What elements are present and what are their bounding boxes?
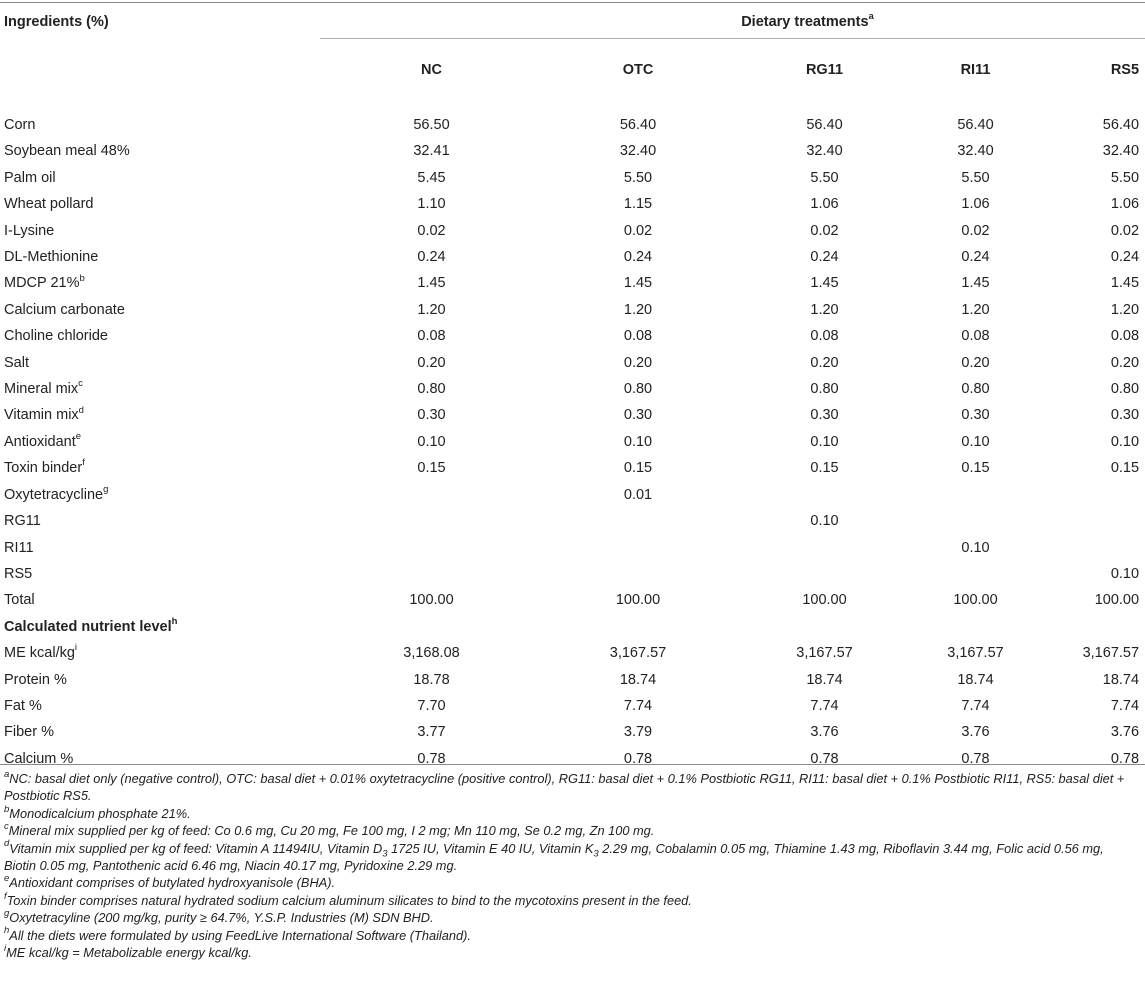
table-cell: 5.45 (417, 169, 446, 186)
table-cell: 0.24 (1110, 249, 1140, 266)
row-label: Calculated nutrient level$^h$ (4, 615, 178, 635)
table-row (0, 165, 1145, 191)
table-row (0, 693, 1145, 719)
row-label: Wheat pollard (4, 196, 94, 213)
row-label: ME kcal/$kg^i$ (4, 642, 78, 662)
row-label: Total (4, 592, 35, 609)
table-cell (733, 482, 916, 508)
table-row (0, 350, 1145, 376)
table-cell: 1.20 (623, 301, 653, 318)
table-cell: 1.45 (810, 275, 839, 292)
table-cell: 1.45 (623, 275, 653, 292)
table-cell: 0.20 (961, 354, 990, 371)
table-row (0, 561, 1145, 587)
table-cell: 0.15 (417, 460, 446, 477)
table-cell: 0.30 (417, 407, 446, 424)
table-top-rule (0, 2, 1145, 3)
table-cell: 0.80 (961, 381, 990, 398)
row-label: Soybean meal 48% (4, 143, 130, 160)
table-cell: 0.30 (623, 407, 653, 424)
footnotes (4, 770, 1139, 961)
table-cell: 3.76 (1110, 724, 1140, 741)
table-row (0, 508, 1145, 534)
table-row (0, 323, 1145, 349)
table-bottom-rule (0, 764, 1145, 765)
table-row (0, 376, 1145, 402)
table-cell: 0.24 (417, 249, 446, 266)
table-row (0, 297, 1145, 323)
table-cell: 5.50 (623, 169, 653, 186)
table-row (0, 482, 1145, 508)
dietary-treatments-header: Dietary treatments$^a$ (741, 11, 874, 30)
table-cell: 1.15 (623, 196, 653, 213)
footnote-g: $^g$Oxytetracyline (200 mg/kg, purity ≥ 64.7%, Y.S.P. Industries (M) SDN BHD. (4, 907, 434, 926)
table-cell: 0.02 (961, 222, 990, 239)
table-cell: 3.76 (961, 724, 990, 741)
row-label: Corn (4, 117, 36, 133)
table-cell: 0.78 (810, 750, 839, 767)
table-cell: 0.08 (417, 328, 446, 345)
table-row (0, 746, 1145, 772)
table-cell: 18.74 (957, 671, 994, 688)
table-row (0, 614, 1145, 640)
table-cell: 5.50 (961, 169, 990, 186)
footnote-c: $^c$Mineral mix supplied per kg of feed: Co 0.6 mg, Cu 20 mg, Fe 100 mg, I 2 mg; Mn 110 mg, Se 0.2 mg, Zn 100 mg. (4, 820, 655, 839)
row-label: I-Lysine (4, 222, 55, 239)
table-cell: 1.10 (417, 196, 446, 213)
table-cell: 7.74 (1110, 697, 1140, 714)
table-cell: 32.40 (806, 143, 843, 160)
table-cell: 100.00 (409, 592, 454, 609)
table-cell: 0.80 (1110, 381, 1140, 398)
table-cell: 0.20 (810, 354, 839, 371)
table-cell: 0.80 (623, 381, 653, 398)
row-label: Calcium carbonate (4, 301, 125, 318)
row-label: Mineral mix$^c$ (4, 378, 83, 398)
table-cell: 0.15 (810, 460, 839, 477)
table-cell: 0.10 (810, 513, 839, 530)
table-row (0, 429, 1145, 455)
table-cell: 0.10 (623, 433, 653, 450)
table-cell: 7.74 (961, 697, 990, 714)
row-label: DL-Methionine (4, 249, 99, 266)
table-cell: 1.06 (1110, 196, 1140, 213)
footnote-i: $^i$ME kcal/kg = Metabolizable energy kcal/kg. (4, 942, 252, 961)
column-header: RS5 (1110, 62, 1140, 78)
table-cell: 32.40 (957, 143, 994, 160)
table-cell: 32.41 (413, 143, 450, 160)
table-cell: 100.00 (615, 592, 661, 609)
table-cell: 56.40 (1102, 117, 1140, 133)
table-cell (916, 482, 1035, 508)
row-label: Oxytetracycline$^g$ (4, 483, 109, 503)
table-cell: 1.45 (1110, 275, 1140, 292)
table-cell: 0.20 (417, 354, 446, 371)
table-cell: 3.77 (417, 724, 446, 741)
table-cell: 0.10 (810, 433, 839, 450)
table-cell: 3,168.08 (403, 645, 460, 662)
row-label: Fiber % (4, 724, 54, 741)
ingredients-header: Ingredients (%) (4, 14, 109, 30)
table-cell (543, 508, 733, 534)
table-cell: 18.74 (806, 671, 843, 688)
footnote-d: $^d$Vitamin mix supplied per kg of feed: Vitamin A 11494IU, Vitamin $D_3$ 1725 IU, Vitamin E 40 IU, Vitamin $K_3$ 2.29 mg, Cobalamin 0.05 mg, Thiamine 1.43 mg, Riboflavin 3.44 mg, Folic acid 0.56 mg, Biotin 0.05 mg, Pantothenic acid 6.46 mg, Niacin 40.17 mg, Pyridoxine 2.29 mg. (4, 838, 1104, 874)
column-header: RG11 (805, 62, 844, 78)
table-row (0, 191, 1145, 217)
table-row (0, 244, 1145, 270)
row-label: RG11 (4, 513, 41, 530)
table-cell (733, 535, 916, 561)
table-cell: 0.01 (623, 486, 653, 503)
table-cell: 0.08 (623, 328, 653, 345)
table-cell: 3.79 (623, 724, 653, 741)
table-cell: 100.00 (1094, 592, 1140, 609)
footnote-f: $^f$Toxin binder comprises natural hydrated sodium calcium aluminum silicates to bind to the mycotoxins present in the feed. (4, 890, 692, 908)
row-label: Choline chloride (4, 328, 108, 345)
table-cell: 56.40 (957, 117, 994, 133)
table-cell: 5.50 (1110, 169, 1140, 186)
table-cell (1035, 482, 1145, 508)
table-cell: 0.10 (1110, 565, 1140, 582)
table-cell: 0.24 (623, 249, 653, 266)
table-cell: 32.40 (1102, 143, 1140, 160)
table-cell: 0.10 (1110, 433, 1140, 450)
table-cell: 0.24 (961, 249, 990, 266)
column-header: RI11 (960, 62, 991, 78)
row-label: RI11 (4, 539, 34, 556)
table-cell: 100.00 (953, 592, 998, 609)
table-cell: 1.06 (810, 196, 839, 213)
table-cell: 1.45 (417, 275, 446, 292)
table-cell: 0.10 (961, 539, 990, 556)
row-label: MDCP 21%$^b$ (4, 272, 85, 292)
table-cell: 0.30 (961, 407, 990, 424)
table-row (0, 667, 1145, 693)
table-row (0, 270, 1145, 296)
table-cell: 0.30 (1110, 407, 1140, 424)
table-row (0, 587, 1145, 613)
table-cell: 1.06 (961, 196, 990, 213)
table-cell: 0.02 (810, 222, 839, 239)
table-cell: 0.15 (623, 460, 653, 477)
table-cell (320, 508, 543, 534)
table-cell: 0.80 (810, 381, 839, 398)
table-cell: 0.02 (623, 222, 653, 239)
row-label: Calcium % (4, 750, 74, 767)
table-cell: 3,167.57 (947, 645, 1004, 662)
table-cell: 0.78 (417, 750, 446, 767)
table-cell: 0.08 (810, 328, 839, 345)
table-cell: 0.80 (417, 381, 446, 398)
table-cell: 3,167.57 (796, 645, 853, 662)
column-header: OTC (622, 62, 654, 78)
footnote-e: $^e$Antioxidant comprises of butylated hydroxyanisole (BHA). (4, 873, 336, 891)
table-cell: 18.74 (1102, 671, 1140, 688)
table-cell: 0.02 (417, 222, 446, 239)
table-cell: 0.78 (961, 750, 990, 767)
row-label: Salt (4, 354, 29, 371)
table-cell: 0.30 (810, 407, 839, 424)
table-cell (320, 482, 543, 508)
table-cell: 0.10 (417, 433, 446, 450)
ingredients-table (0, 4, 1145, 772)
table-cell: 0.15 (1110, 460, 1140, 477)
table-cell: 0.15 (961, 460, 990, 477)
table-cell (1035, 508, 1145, 534)
table-cell: 56.40 (619, 117, 657, 133)
footnote-h: $^h$All the diets were formulated by using FeedLive International Software (Thailand). (4, 925, 471, 943)
table-row (0, 218, 1145, 244)
table-cell (543, 535, 733, 561)
table-cell: 0.24 (810, 249, 839, 266)
table-cell: 0.78 (1110, 750, 1140, 767)
table-cell (916, 561, 1035, 587)
table-cell: 0.78 (623, 750, 653, 767)
row-label: Toxin binder$^f$ (4, 457, 85, 477)
table-cell: 18.78 (413, 671, 450, 688)
table-cell: 1.20 (417, 301, 446, 318)
table-cell: 0.20 (1110, 354, 1140, 371)
row-label: Protein % (4, 671, 67, 688)
table-cell: 18.74 (619, 671, 657, 688)
table-cell (543, 561, 733, 587)
table-row (0, 455, 1145, 481)
table-cell (1035, 535, 1145, 561)
row-label: RS5 (4, 565, 33, 582)
table-cell (733, 561, 916, 587)
table-row (0, 138, 1145, 164)
table-cell: 5.50 (810, 169, 839, 186)
table-cell: 3.76 (810, 724, 839, 741)
table-cell: 0.02 (1110, 222, 1140, 239)
table-cell: 1.20 (1110, 301, 1140, 318)
footnote-a: $^a$NC: basal diet only (negative control), OTC: basal diet + 0.01% oxytetracycline (positive control), RG11: basal diet + 0.1% Postbiotic RG11, RI11: basal diet + 0.1% Postbiotic RI11, RS5: basal diet + Postbiotic RS5. (4, 768, 1125, 804)
table-cell (916, 508, 1035, 534)
table-cell: 0.08 (961, 328, 990, 345)
table-cell (320, 561, 543, 587)
table-cell: 1.45 (961, 275, 990, 292)
table-cell: 0.08 (1110, 328, 1140, 345)
table-cell: 32.40 (619, 143, 657, 160)
row-label: Fat % (4, 697, 42, 714)
table-cell: 0.10 (961, 433, 990, 450)
table-cell (320, 535, 543, 561)
table-cell: 7.74 (623, 697, 653, 714)
table-cell: 7.70 (417, 697, 446, 714)
footnote-b: $^b$Monodicalcium phosphate 21%. (4, 803, 191, 821)
row-label: Vitamin mix$^d$ (4, 404, 84, 424)
table-cell: 1.20 (810, 301, 839, 318)
table-cell: 1.20 (961, 301, 990, 318)
table-row (0, 112, 1145, 138)
table-cell: 7.74 (810, 697, 839, 714)
table-cell: 56.40 (806, 117, 843, 133)
table-cell: 100.00 (802, 592, 847, 609)
table-cell: 3,167.57 (1082, 645, 1140, 662)
column-header: NC (421, 62, 442, 78)
table-cell: 0.20 (623, 354, 653, 371)
table-row (0, 402, 1145, 428)
row-label: Palm oil (4, 169, 56, 186)
table-row (0, 719, 1145, 745)
table-row (0, 535, 1145, 561)
table-row (0, 640, 1145, 666)
table-cell: 3,167.57 (609, 645, 667, 662)
row-label: Antioxidant$^e$ (4, 431, 82, 450)
table-cell: 56.50 (413, 117, 450, 133)
